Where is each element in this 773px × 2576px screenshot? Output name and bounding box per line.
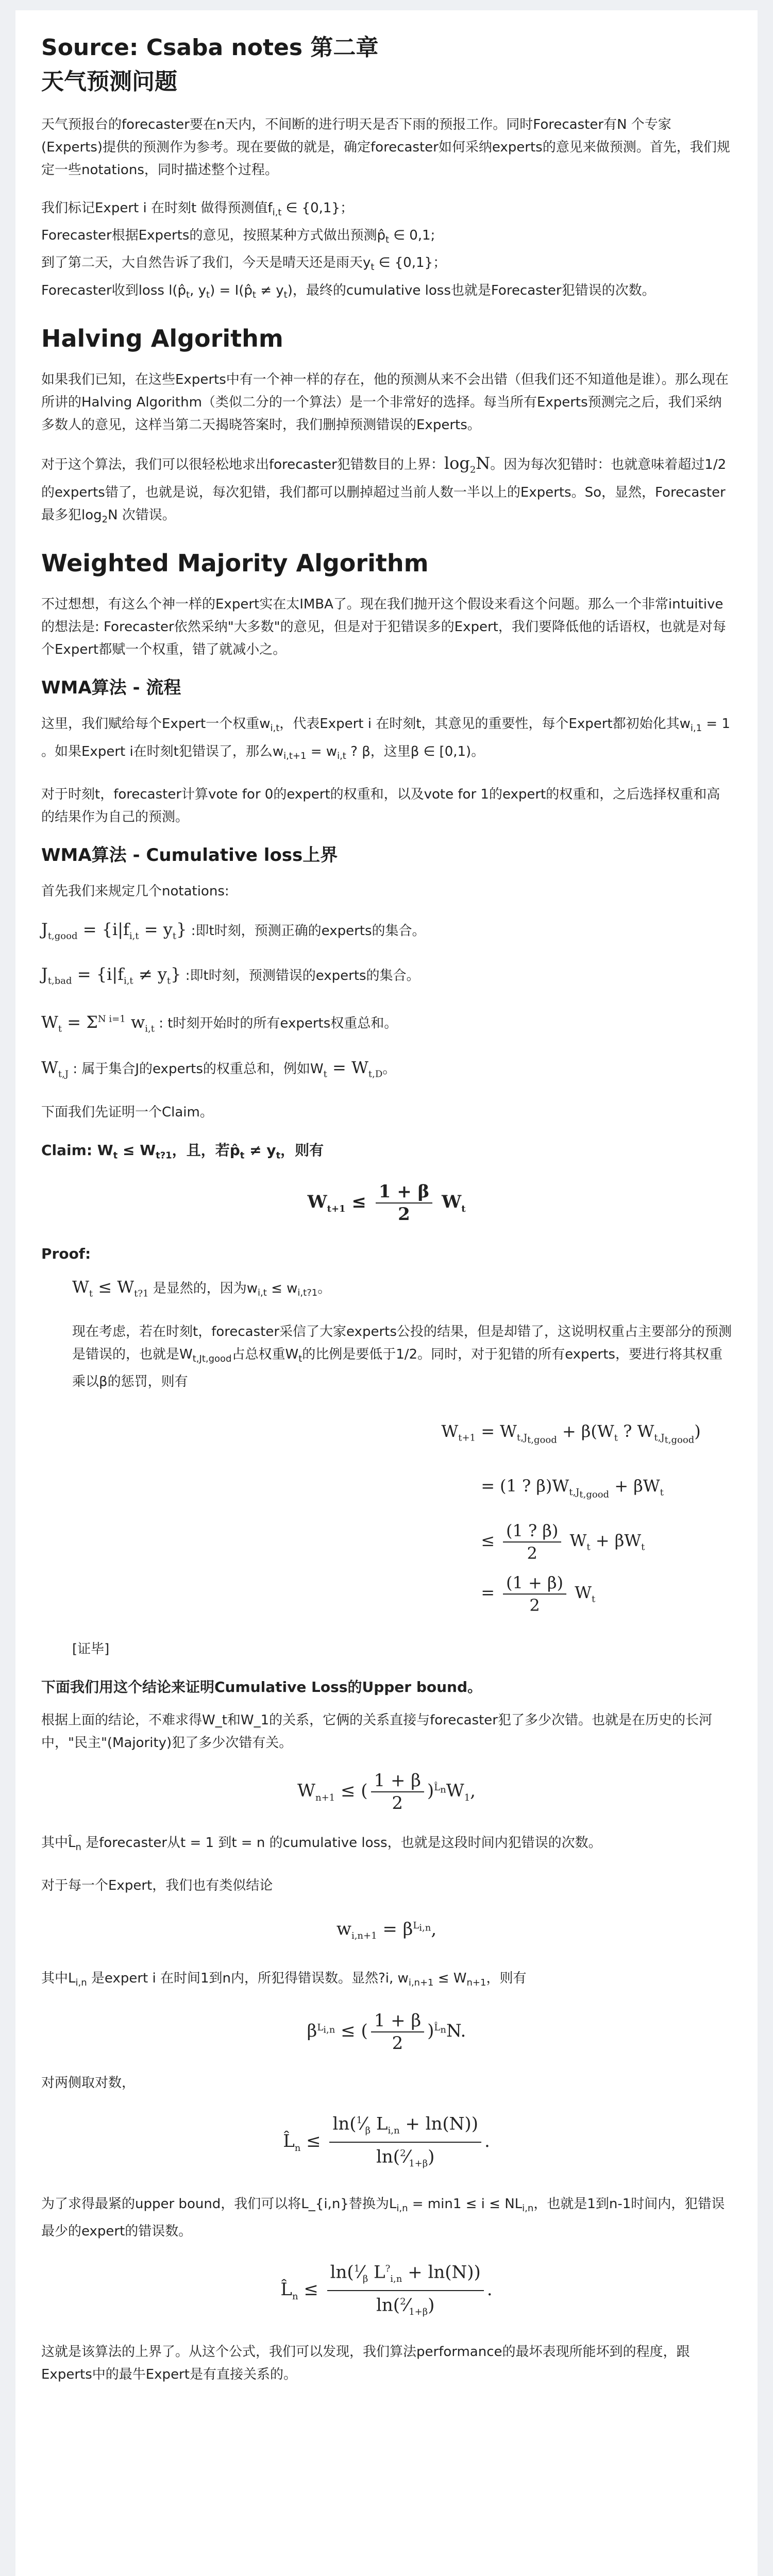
article-page [15,10,758,2576]
intro-paragraph: 天气预报台的forecaster要在n天内，不间断的进行明天是否下雨的预报工作。同时Forecaster有N 个专家(Experts)提供的预测作为参考。现在要做的就是，确定forecaster如何采纳experts的意见来做预测。首先，我们规定一些notations，同时描述整个过程。 [41,117,730,178]
halving-heading: Halving Algorithm [41,324,283,352]
notation-list: 我们标记Expert i 在时刻t 做得预测值$f_{i,t}$ ∈ {0,1}； Forecaster根据Experts的意见，按照某种方式做出预测$p̂_t$ ∈ 0,1; 到了第二天，大自然告诉了我们，今天是晴天还是雨天$y_t$ ∈ {0,1}； Forecaster收到loss $l(p̂_t$, $y_t$) = $I(p̂_t \ne y_t)$，最终的cumulative loss也就是Forecaster犯错误的次数。 [41,200,656,300]
source-line: Source: Csaba notes 第二章 [41,35,379,61]
cumulative-paragraph-4: 其中$L_{i,n}$ 是expert i 在时间1到n内，所犯得错误数。显然?i, $w_{i,n+1} \le W_{n+1}$，则有 [41,1971,527,1989]
notation-j-bad: $J_{t,bad} = \{i|f_{i,t} \ne y_t\}$ :即t时刻，预测错误的experts的集合。 [41,964,420,987]
cumulative-heading: 下面我们用这个结论来证明Cumulative Loss的Upper bound。 [41,1678,482,1696]
cumulative-equation-3: $\beta^{L_{i,n}}$ ≤ ( $\frac{1 + \beta}{2}$ )$^{L̂_n}$N. [307,2010,466,2054]
cumulative-paragraph-1: 根据上面的结论，不难求得W_t和W_1的关系，它俩的关系直接与forecaster犯了多少次错。也就是在历史的长河中，"民主"(Majority)犯了多少次错有关。 [41,1712,712,1751]
claim-intro: 下面我们先证明一个Claim。 [41,1104,213,1120]
notation-w-set: $W_{t,J}$ : 属于集合J的experts的权重总和，例如$W_t = W_{t,D}$。 [41,1057,396,1079]
claim-equation: $W_{t+1}$ ≤ $\frac{1 + \beta}{2}$ $W_t$ [307,1181,466,1225]
cumulative-equation-5: $L̂_n$ ≤ $\frac{\ln(^1⁄_\beta L^?_{i,n} + \ln(N))}{\ln(^2⁄_{1+\beta})}$ . [41,2258,732,2323]
claim-statement: Claim: $W_t \le W_{t?1}$，且，若$p̂_t \ne y_t$，则有 [41,1141,324,1161]
cumulative-equation-2: $w_{i,n+1} = \beta^{L_{i,n}}$, [336,1919,437,1942]
conclusion-paragraph: 这就是该算法的上界了。从这个公式，我们可以发现，我们算法performance的最坏表现所能坏到的程度，跟Experts中的最牛Expert是有直接关系的。 [41,2344,690,2383]
proof-paragraph-1: $W_t \le W_{t?1}$ 是显然的，因为$w_{i,t} \le w_{i,t?1}$。 [72,1277,331,1299]
qed-mark: [证毕] [72,1641,110,1657]
cumulative-equation-1: $W_{n+1}$ ≤ ( $\frac{1 + \beta}{2}$ )$^{L̂_n}W_1$, [297,1770,476,1814]
notations-intro: 首先我们来规定几个notations: [41,883,229,899]
cumulative-paragraph-5: 对两侧取对数， [41,2075,136,2091]
wma-heading: Weighted Majority Algorithm [41,549,429,578]
halving-paragraph-2: 对于这个算法，我们可以很轻松地求出forecaster犯错数目的上界：$\log_2N$。因为每次犯错时：也就意味着超过1/2的experts错了，也就是说，每次犯错，我们都可以删掉超过当前人数一半以上的Experts。So，显然，Forecaster最多犯$\log_2N$ 次错误。 [41,453,727,526]
wma-bound-heading: WMA算法 - Cumulative loss上界 [41,844,338,866]
proof-derivation: $W_{t+1}$ = $W_{t,J_{t,good}} + \beta(W_t$ ? $W_{t,J_{t,good}}$) = (1 ? $\beta)W_{t,J_{t,good}} + \beta W_t$ ≤ $\frac{(1 ? \beta)}{2}$ $W_t + \beta W_t$ = $\frac{(1 + \beta)}{2}$ $W_t$ [441,1421,701,1615]
proof-label: Proof: [41,1245,91,1262]
cumulative-paragraph-6: 为了求得最紧的upper bound，我们可以将L_{i,n}替换为$L_{i,n} = \min 1 \le i \le NL_{i,n}$，也就是1到n-1时间内，犯错误最少的expert的错误数。 [41,2196,725,2239]
page-title [41,31,732,99]
wma-flow-paragraph-1: 这里，我们赋给每个Expert一个权重$w_{i,t}$，代表Expert i 在时刻t，其意见的重要性，每个Expert都初始化其$w_{i,1} = 1$ 。如果Expert i在时刻t犯错误了，那么$w_{i,t+1} = w_{i,t}$ ? β，这里β ∈ [0,1)。 [41,716,730,761]
notation-w-total: $W_t = \Sigma^{N i=1}$ $w_{i,t}$ : t时刻开始时的所有experts权重总和。 [41,1012,398,1035]
cumulative-paragraph-3: 对于每一个Expert，我们也有类似结论 [41,1878,273,1894]
chapter-title: 天气预测问题 [41,69,177,95]
notation-j-good: $J_{t,good} = \{i|f_{i,t} = y_t\}$ :即t时刻，预测正确的experts的集合。 [41,919,426,942]
proof-paragraph-2: 现在考虑，若在时刻t，forecaster采信了大家experts公投的结果，但是却错了，这说明权重占主要部分的预测是错误的，也就是$W_{t,Jt,good}$占总权重$W_t$的比例是要低于1/2。同时，对于犯错的所有experts，要进行将其权重乘以β的惩罚，则有 [72,1324,732,1390]
cumulative-equation-4: $L̂_n$ ≤ $\frac{\ln(^1⁄_\beta L_{i,n} + \ln(N))}{\ln(^2⁄_{1+\beta})}$ . [41,2110,732,2175]
wma-flow-paragraph-2: 对于时刻t，forecaster计算vote for 0的expert的权重和，以及vote for 1的expert的权重和，之后选择权重和高的结果作为自己的预测。 [41,786,720,825]
halving-paragraph-1: 如果我们已知，在这些Experts中有一个神一样的存在，他的预测从来不会出错（但我们还不知道他是谁）。那么现在所讲的Halving Algorithm（类似二分的一个算法）是一个非常好的选择。每当所有Experts预测完之后，我们采纳多数人的意见，这样当第二天揭晓答案时，我们删掉预测错误的Experts。 [41,371,729,433]
wma-flow-heading: WMA算法 - 流程 [41,677,181,699]
wma-intro: 不过想想，有这么个神一样的Expert实在太IMBA了。现在我们抛开这个假设来看这个问题。那么一个非常intuitive的想法是: Forecaster依然采纳"大多数"的意见，但是对于犯错误多的Expert，我们要降低他的话语权，也就是对每个Expert都赋一个权重，错了就减小之。 [41,597,726,658]
cumulative-paragraph-2: 其中$L̂_n$ 是forecaster从t = 1 到t = n 的cumulative loss，也就是这段时间内犯错误的次数。 [41,1835,602,1853]
